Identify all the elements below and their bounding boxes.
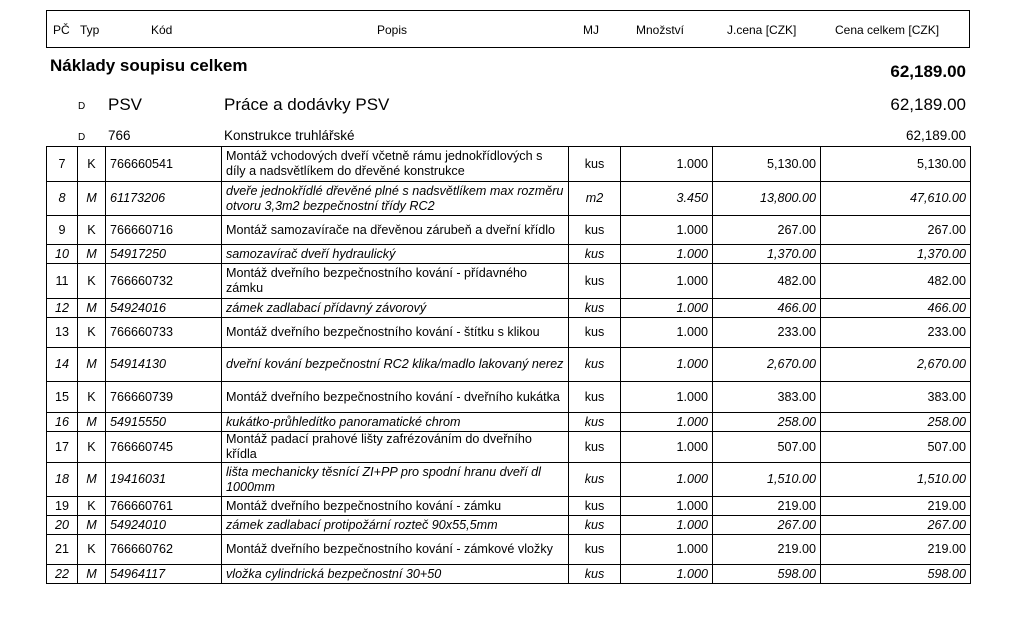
cell-kod: 54924016 <box>106 299 222 318</box>
cell-pc: 21 <box>47 535 78 565</box>
table-row <box>47 565 971 584</box>
cell-jcena: 466.00 <box>713 299 821 318</box>
cell-mnozstvi: 1.000 <box>621 299 713 318</box>
cell-kod: 766660733 <box>106 318 222 348</box>
cell-popis: kukátko-průhledítko panoramatické chrom <box>222 413 569 432</box>
cell-popis: Montáž vchodových dveří včetně rámu jednokřídlových s díly a nadsvětlíkem do dřevěné konstrukce <box>222 147 569 182</box>
cell-jcena: 598.00 <box>713 565 821 584</box>
cell-kod: 19416031 <box>106 463 222 497</box>
cell-cena-celkem: 1,510.00 <box>821 463 971 497</box>
cell-typ: K <box>78 535 106 565</box>
cell-mj: kus <box>569 565 621 584</box>
psv-total: 62,189.00 <box>890 95 966 114</box>
table-row <box>47 463 971 497</box>
col-header-typ: Typ <box>80 23 100 37</box>
cell-cena-celkem: 219.00 <box>821 497 971 516</box>
cell-jcena: 13,800.00 <box>713 182 821 216</box>
table-row <box>47 432 971 463</box>
cell-mnozstvi: 1.000 <box>621 147 713 182</box>
cell-pc: 12 <box>47 299 78 318</box>
cell-cena-celkem: 219.00 <box>821 535 971 565</box>
cell-cena-celkem: 5,130.00 <box>821 147 971 182</box>
cell-pc: 17 <box>47 432 78 463</box>
items-table-body <box>47 147 971 584</box>
cell-mnozstvi: 1.000 <box>621 264 713 299</box>
cell-typ: M <box>78 516 106 535</box>
table-row <box>47 147 971 182</box>
cell-pc: 9 <box>47 216 78 245</box>
cell-kod: 766660762 <box>106 535 222 565</box>
cell-kod: 766660541 <box>106 147 222 182</box>
cell-cena-celkem: 267.00 <box>821 516 971 535</box>
cell-popis: zámek zadlabací protipožární rozteč 90x55,5mm <box>222 516 569 535</box>
col-header-mj: MJ <box>583 23 599 37</box>
cell-pc: 7 <box>47 147 78 182</box>
cell-cena-celkem: 47,610.00 <box>821 182 971 216</box>
cell-pc: 20 <box>47 516 78 535</box>
cell-cena-celkem: 598.00 <box>821 565 971 584</box>
cell-jcena: 507.00 <box>713 432 821 463</box>
cell-popis: zámek zadlabací přídavný závorový <box>222 299 569 318</box>
cell-mnozstvi: 1.000 <box>621 432 713 463</box>
cell-jcena: 219.00 <box>713 497 821 516</box>
cell-cena-celkem: 482.00 <box>821 264 971 299</box>
cell-jcena: 1,510.00 <box>713 463 821 497</box>
cell-mj: m2 <box>569 182 621 216</box>
cell-mj: kus <box>569 299 621 318</box>
section-766-total: 62,189.00 <box>905 128 966 143</box>
cell-mnozstvi: 1.000 <box>621 318 713 348</box>
cell-cena-celkem: 267.00 <box>821 216 971 245</box>
summary-title: Náklady soupisu celkem <box>50 56 248 75</box>
cell-typ: M <box>78 413 106 432</box>
cell-typ: M <box>78 565 106 584</box>
cell-cena-celkem: 507.00 <box>821 432 971 463</box>
cell-mj: kus <box>569 413 621 432</box>
cell-pc: 18 <box>47 463 78 497</box>
cell-popis: Montáž dveřního bezpečnostního kování - štítku s klikou <box>222 318 569 348</box>
cell-mnozstvi: 1.000 <box>621 413 713 432</box>
col-header-kod: Kód <box>151 23 173 37</box>
cell-mj: kus <box>569 245 621 264</box>
cell-mj: kus <box>569 216 621 245</box>
cell-mnozstvi: 1.000 <box>621 565 713 584</box>
cell-cena-celkem: 466.00 <box>821 299 971 318</box>
col-header-jcena: J.cena [CZK] <box>727 23 797 37</box>
cell-mnozstvi: 1.000 <box>621 535 713 565</box>
section-766-label: Konstrukce truhlářské <box>224 128 355 143</box>
items-table <box>46 146 971 584</box>
cell-popis: Montáž dveřního bezpečnostního kování - dveřního kukátka <box>222 382 569 413</box>
cell-typ: M <box>78 463 106 497</box>
cell-mj: kus <box>569 348 621 382</box>
table-row <box>47 535 971 565</box>
cell-popis: Montáž dveřního bezpečnostního kování - přídavného zámku <box>222 264 569 299</box>
cell-mj: kus <box>569 147 621 182</box>
cell-jcena: 1,370.00 <box>713 245 821 264</box>
column-header-row <box>46 10 970 48</box>
psv-tag: D <box>78 101 86 112</box>
cell-jcena: 267.00 <box>713 216 821 245</box>
cell-cena-celkem: 2,670.00 <box>821 348 971 382</box>
cell-typ: M <box>78 348 106 382</box>
cell-pc: 15 <box>47 382 78 413</box>
cell-mnozstvi: 1.000 <box>621 245 713 264</box>
psv-label: Práce a dodávky PSV <box>224 95 390 114</box>
cell-jcena: 258.00 <box>713 413 821 432</box>
cell-popis: vložka cylindrická bezpečnostní 30+50 <box>222 565 569 584</box>
cell-kod: 766660716 <box>106 216 222 245</box>
psv-code: PSV <box>108 95 143 114</box>
cell-typ: M <box>78 299 106 318</box>
cell-mj: kus <box>569 535 621 565</box>
cell-popis: samozavírač dveří hydraulický <box>222 245 569 264</box>
col-header-pc: PČ <box>53 23 70 37</box>
cell-jcena: 5,130.00 <box>713 147 821 182</box>
cell-jcena: 233.00 <box>713 318 821 348</box>
col-header-cena-celkem: Cena celkem [CZK] <box>835 23 940 37</box>
table-row <box>47 299 971 318</box>
cell-popis: dveřní kování bezpečnostní RC2 klika/madlo lakovaný nerez <box>222 348 569 382</box>
cell-kod: 54924010 <box>106 516 222 535</box>
cell-typ: K <box>78 432 106 463</box>
cell-kod: 766660761 <box>106 497 222 516</box>
cell-typ: K <box>78 497 106 516</box>
cell-kod: 54964117 <box>106 565 222 584</box>
cell-kod: 54914130 <box>106 348 222 382</box>
cell-mnozstvi: 1.000 <box>621 382 713 413</box>
table-row <box>47 516 971 535</box>
section-766-tag: D <box>78 132 86 143</box>
cell-popis: Montáž dveřního bezpečnostního kování - zámku <box>222 497 569 516</box>
cell-jcena: 219.00 <box>713 535 821 565</box>
cell-popis: lišta mechanicky těsnící ZI+PP pro spodní hranu dveří dl 1000mm <box>222 463 569 497</box>
cell-jcena: 482.00 <box>713 264 821 299</box>
table-row <box>47 348 971 382</box>
cell-cena-celkem: 233.00 <box>821 318 971 348</box>
cell-typ: K <box>78 318 106 348</box>
cell-cena-celkem: 1,370.00 <box>821 245 971 264</box>
cell-popis: Montáž samozavírače na dřevěnou zárubeň a dveřní křídlo <box>222 216 569 245</box>
cell-typ: K <box>78 264 106 299</box>
summary-total: 62,189.00 <box>890 62 966 81</box>
cell-mj: kus <box>569 432 621 463</box>
cell-pc: 8 <box>47 182 78 216</box>
table-row <box>47 413 971 432</box>
cell-popis: dveře jednokřídlé dřevěné plné s nadsvětlíkem max rozměru otvoru 3,3m2 bezpečnostní třídy RC2 <box>222 182 569 216</box>
cell-jcena: 267.00 <box>713 516 821 535</box>
cell-mj: kus <box>569 318 621 348</box>
cell-popis: Montáž padací prahové lišty zafrézováním do dveřního křídla <box>222 432 569 463</box>
cell-pc: 10 <box>47 245 78 264</box>
cell-typ: M <box>78 182 106 216</box>
cell-pc: 19 <box>47 497 78 516</box>
table-row <box>47 318 971 348</box>
cell-mj: kus <box>569 463 621 497</box>
cell-kod: 766660745 <box>106 432 222 463</box>
cell-popis: Montáž dveřního bezpečnostního kování - zámkové vložky <box>222 535 569 565</box>
cell-mnozstvi: 1.000 <box>621 497 713 516</box>
table-row <box>47 382 971 413</box>
cell-pc: 22 <box>47 565 78 584</box>
cell-jcena: 383.00 <box>713 382 821 413</box>
section-766-code: 766 <box>108 128 131 143</box>
cell-mnozstvi: 1.000 <box>621 348 713 382</box>
cell-pc: 13 <box>47 318 78 348</box>
cell-typ: K <box>78 147 106 182</box>
cell-kod: 766660732 <box>106 264 222 299</box>
table-row <box>47 216 971 245</box>
cell-pc: 16 <box>47 413 78 432</box>
table-row <box>47 245 971 264</box>
cell-kod: 766660739 <box>106 382 222 413</box>
cell-pc: 11 <box>47 264 78 299</box>
cell-cena-celkem: 383.00 <box>821 382 971 413</box>
col-header-popis: Popis <box>377 23 408 37</box>
cell-mnozstvi: 1.000 <box>621 516 713 535</box>
table-row <box>47 182 971 216</box>
cell-mnozstvi: 3.450 <box>621 182 713 216</box>
cell-mj: kus <box>569 516 621 535</box>
cell-typ: M <box>78 245 106 264</box>
cell-jcena: 2,670.00 <box>713 348 821 382</box>
cell-kod: 54917250 <box>106 245 222 264</box>
table-row <box>47 264 971 299</box>
cell-mj: kus <box>569 264 621 299</box>
cell-cena-celkem: 258.00 <box>821 413 971 432</box>
cell-mj: kus <box>569 497 621 516</box>
cell-typ: K <box>78 216 106 245</box>
cell-pc: 14 <box>47 348 78 382</box>
cell-kod: 61173206 <box>106 182 222 216</box>
cell-typ: K <box>78 382 106 413</box>
cell-kod: 54915550 <box>106 413 222 432</box>
cell-mnozstvi: 1.000 <box>621 216 713 245</box>
cell-mj: kus <box>569 382 621 413</box>
table-row <box>47 497 971 516</box>
col-header-mnozstvi: Množství <box>636 23 685 37</box>
cell-mnozstvi: 1.000 <box>621 463 713 497</box>
